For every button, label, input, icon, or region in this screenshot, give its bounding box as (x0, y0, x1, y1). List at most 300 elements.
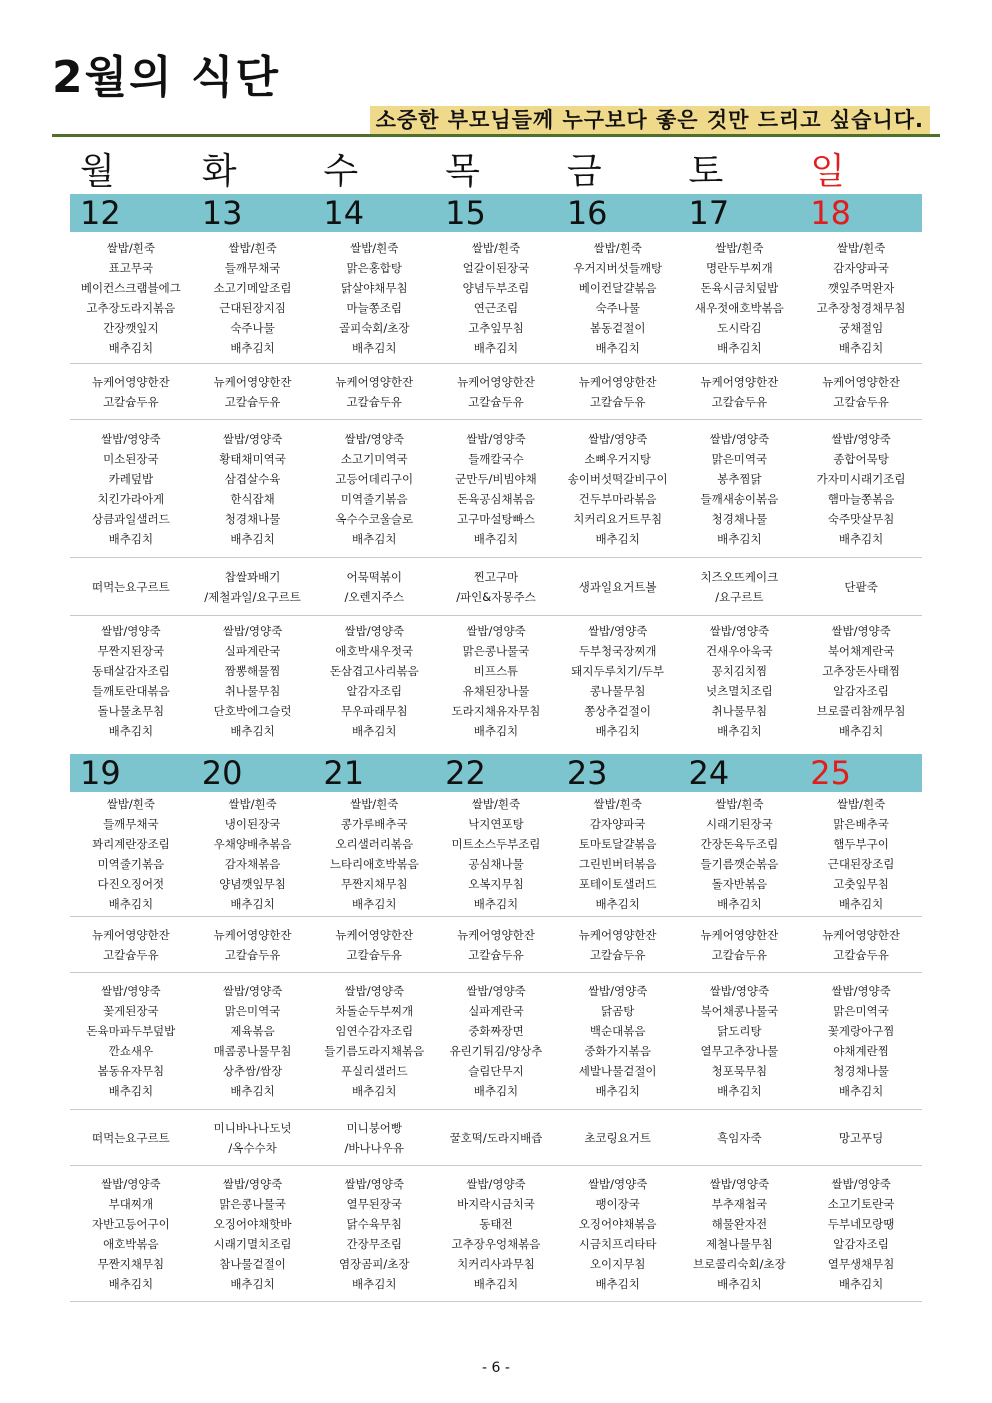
menu-item: 떠먹는요구르트 (91, 579, 170, 594)
week-2 (70, 754, 922, 1302)
menu-item: 배추김치 (595, 340, 640, 355)
menu-item: 청포묵무침 (711, 1064, 768, 1078)
menu-item: 뉴케어영양한잔 (457, 374, 535, 389)
menu-item: 단팥죽 (844, 579, 878, 594)
menu-item: 무짠지채무침 (97, 1256, 165, 1271)
menu-item: 미니바나나도넛 (213, 1120, 292, 1135)
menu-item: 배추김치 (473, 1084, 519, 1098)
menu-item: 맑은콩나물국 (219, 1196, 286, 1211)
title-divider (52, 134, 940, 137)
menu-cell (70, 973, 192, 1109)
menu-item: 포테이토샐러드 (578, 877, 657, 891)
menu-cell (70, 917, 192, 972)
date-number: 13 (201, 194, 243, 232)
menu-item: 상큼과일샐러드 (91, 511, 170, 526)
menu-item: 배추김치 (473, 724, 519, 738)
menu-item: 고칼슘두유 (224, 947, 281, 962)
menu-cell (192, 1166, 314, 1301)
menu-item: 배추김치 (838, 1084, 884, 1098)
menu-item: 고추장청경채무침 (816, 300, 906, 315)
menu-item: 맑은미역국 (224, 1004, 281, 1018)
menu-item: 들깨새송이볶음 (700, 491, 779, 506)
menu-item: 그린빈버터볶음 (578, 857, 657, 871)
date-number: 21 (323, 754, 365, 792)
menu-item: 돈육시금치덮밥 (700, 280, 779, 295)
menu-item: 알감자조림 (346, 684, 403, 698)
menu-item: 쌀밥/영양죽 (222, 1176, 283, 1191)
menu-item: 시래기된장국 (706, 817, 773, 831)
menu-item: 초코링요거트 (584, 1130, 651, 1145)
menu-item: 쌀밥/영양죽 (344, 1176, 404, 1191)
menu-item: 다진오징어젓 (97, 877, 165, 891)
menu-cell (800, 232, 922, 363)
menu-item: 해물완자전 (711, 1216, 768, 1231)
menu-item: 고칼슘두유 (346, 947, 403, 962)
menu-item: 배추김치 (108, 724, 154, 738)
menu-cell (70, 364, 192, 419)
menu-item: 미트소스두부조림 (451, 837, 541, 851)
menu-item: 배추김치 (473, 1276, 519, 1291)
date-number: 23 (566, 754, 608, 792)
menu-cell (313, 973, 435, 1109)
menu-item: 쌀밥/흰죽 (471, 240, 521, 255)
menu-item: 숙주나물 (595, 300, 640, 315)
menu-item: 상추쌈/쌈장 (222, 1064, 283, 1078)
menu-item: 명란두부찌개 (706, 260, 773, 275)
menu-cell (800, 1166, 922, 1301)
menu-item: 배추김치 (838, 531, 884, 546)
menu-item: 양념두부조림 (462, 280, 530, 295)
menu-cell (557, 1110, 679, 1165)
menu-cell (435, 558, 557, 615)
meal-row (70, 1110, 922, 1166)
menu-item: 배추김치 (352, 1276, 397, 1291)
menu-cell (192, 616, 314, 746)
meal-row (70, 420, 922, 558)
menu-item: 닭살야채무침 (340, 280, 408, 295)
menu-item: 삼겹살수육 (224, 471, 281, 486)
menu-item: 고칼슘두유 (103, 947, 159, 962)
menu-item: 알감자조림 (833, 1236, 889, 1251)
menu-item: 오징어야채볶음 (578, 1216, 657, 1231)
menu-item: 낙지연포탕 (468, 817, 524, 831)
menu-cell (435, 792, 557, 916)
menu-item: 한식잡채 (230, 491, 275, 506)
menu-item: 부대찌개 (108, 1196, 154, 1211)
menu-item: 배추김치 (108, 531, 154, 546)
menu-item: /요구르트 (715, 589, 764, 604)
menu-item: 고칼슘두유 (468, 947, 524, 962)
menu-item: 미소된장국 (103, 451, 159, 466)
menu-item: 자반고등어구이 (91, 1216, 170, 1231)
menu-item: 배추김치 (230, 724, 275, 738)
menu-cell (800, 973, 922, 1109)
menu-item: 궁채절임 (838, 320, 884, 335)
menu-item: 쌀밥/영양죽 (831, 1176, 891, 1191)
menu-item: 오리샐러리볶음 (335, 837, 414, 851)
menu-item: 꽃게랑아구찜 (827, 1024, 895, 1038)
meal-row (70, 917, 922, 973)
menu-cell (800, 792, 922, 916)
menu-item: 닭도리탕 (717, 1024, 762, 1038)
menu-item: 깐쇼새우 (108, 1044, 154, 1058)
menu-item: 뉴케어영양한잔 (91, 374, 170, 389)
page-number: - 6 - (482, 1360, 510, 1376)
menu-item: 우거지버섯들깨탕 (573, 260, 663, 275)
menu-item: 봄동유자무침 (97, 1064, 165, 1078)
menu-item: 취나물무침 (711, 704, 768, 718)
menu-cell (192, 917, 314, 972)
menu-item: 뉴케어영양한잔 (700, 927, 779, 942)
menu-item: 닭수육무침 (346, 1216, 403, 1231)
menu-item: 배추김치 (108, 1276, 154, 1291)
menu-item: 쌀밥/영양죽 (344, 431, 404, 446)
menu-item: 도시락김 (717, 320, 762, 335)
menu-item: 쌀밥/영양죽 (101, 431, 161, 446)
menu-item: 망고푸딩 (838, 1130, 884, 1145)
menu-item: 쌀밥/영양죽 (587, 1176, 648, 1191)
menu-item: 청경채나물 (833, 1064, 889, 1078)
menu-cell (313, 792, 435, 916)
menu-item: 쌀밥/영양죽 (222, 624, 283, 638)
menu-item: 치즈오뜨케이크 (700, 569, 779, 584)
menu-item: 배추김치 (717, 724, 762, 738)
menu-item: 배추김치 (230, 1084, 275, 1098)
menu-item: 시금치프리타타 (578, 1236, 657, 1251)
menu-item: 쌀밥/영양죽 (587, 624, 648, 638)
menu-item: 짬뽕해물찜 (224, 664, 281, 678)
menu-cell (70, 1166, 192, 1301)
menu-cell (435, 420, 557, 557)
menu-item: 옥수수코울슬로 (335, 511, 414, 526)
menu-item: 꽈리계란장조림 (91, 837, 170, 851)
menu-item: 고추장도라지볶음 (86, 300, 176, 315)
menu-item: 배추김치 (717, 1276, 762, 1291)
menu-item: 맑은미역국 (711, 451, 768, 466)
weekday-tue: 화 (201, 151, 237, 192)
menu-cell (800, 616, 922, 746)
menu-item: 골피숙회/초장 (338, 320, 410, 335)
menu-cell (557, 558, 679, 615)
menu-item: 쌀밥/영양죽 (466, 984, 526, 998)
menu-item: 깻잎주먹완자 (827, 280, 895, 295)
menu-cell (192, 558, 314, 615)
menu-item: 들깨토란대볶음 (91, 684, 170, 698)
date-number: 22 (445, 754, 486, 792)
menu-item: 들깨칼국수 (468, 451, 524, 466)
menu-item: 토마토달걀볶음 (578, 837, 657, 851)
menu-item: 표고무국 (108, 260, 154, 275)
menu-cell (70, 792, 192, 916)
menu-item: 배추김치 (595, 1276, 640, 1291)
menu-item: 두부네모랑땡 (827, 1216, 895, 1231)
menu-item: 건두부마라볶음 (578, 491, 657, 506)
menu-item: 꽁치김치찜 (711, 664, 768, 678)
week-1 (70, 194, 922, 746)
menu-item: 고추장우엉채볶음 (451, 1236, 541, 1251)
menu-cell (679, 558, 801, 615)
menu-cell (800, 364, 922, 419)
menu-cell (313, 420, 435, 557)
menu-item: 가자미시래기조림 (816, 471, 906, 486)
menu-item: 들기름도라지채볶음 (324, 1044, 425, 1058)
date-bar (70, 754, 922, 792)
menu-item: 배추김치 (717, 1084, 762, 1098)
menu-item: 열무된장국 (346, 1196, 403, 1211)
menu-item: 배추김치 (108, 340, 154, 355)
menu-item: 건새우아욱국 (706, 644, 773, 658)
menu-cell (557, 420, 679, 557)
menu-cell (557, 973, 679, 1109)
menu-cell (435, 364, 557, 419)
menu-cell (70, 558, 192, 615)
menu-item: 쌀밥/영양죽 (222, 984, 283, 998)
menu-item: 고칼슘두유 (711, 947, 768, 962)
menu-item: 뉴케어영양한잔 (213, 374, 292, 389)
meal-row (70, 558, 922, 616)
menu-item: 베이컨달걀볶음 (578, 280, 657, 295)
menu-item: 새우젓애호박볶음 (694, 300, 784, 315)
menu-item: 간장무조림 (346, 1236, 403, 1251)
meal-row (70, 232, 922, 364)
menu-item: 북어채콩나물국 (700, 1004, 779, 1018)
date-number: 17 (688, 194, 730, 232)
menu-item: 고칼슘두유 (833, 947, 889, 962)
menu-cell (192, 364, 314, 419)
menu-item: 쌀밥/영양죽 (709, 624, 770, 638)
menu-item: 뉴케어영양한잔 (578, 927, 657, 942)
menu-cell (800, 917, 922, 972)
meal-row (70, 616, 922, 746)
menu-item: 고추장돈사태찜 (822, 664, 900, 678)
menu-item: 참나물겉절이 (219, 1256, 286, 1271)
menu-item: 쌀밥/영양죽 (466, 624, 526, 638)
menu-item: 쌀밥/영양죽 (344, 984, 404, 998)
menu-item: 오이지무침 (589, 1256, 646, 1271)
menu-item: 브로콜리숙회/초장 (692, 1256, 786, 1271)
menu-cell (679, 917, 801, 972)
menu-item: 간장돈육두조림 (700, 837, 779, 851)
menu-cell (557, 917, 679, 972)
menu-item: 유채된장나물 (462, 684, 530, 698)
menu-item: 애호박볶음 (103, 1236, 159, 1251)
weekday-sat: 토 (688, 151, 724, 192)
menu-item: 배추김치 (230, 1276, 275, 1291)
menu-item: 배추김치 (473, 340, 519, 355)
menu-item: 쌀밥/흰죽 (715, 240, 764, 255)
menu-item: 쌀밥/영양죽 (222, 431, 283, 446)
menu-item: 숙주나물 (230, 320, 275, 335)
menu-item: 뉴케어영양한잔 (213, 927, 292, 942)
menu-item: 배추김치 (595, 724, 640, 738)
menu-item: 뉴케어영양한잔 (822, 374, 900, 389)
menu-item: 실파계란국 (224, 644, 281, 658)
menu-item: 들기름깻순볶음 (700, 857, 779, 871)
menu-item: 찹쌀꽈배기 (224, 569, 281, 584)
menu-item: 배추김치 (230, 897, 275, 911)
menu-cell (192, 1110, 314, 1165)
menu-item: 맑은배추국 (833, 817, 889, 831)
menu-item: 돈삼겹고사리볶음 (329, 664, 419, 678)
menu-cell (435, 973, 557, 1109)
menu-cell (679, 616, 801, 746)
menu-item: 배추김치 (352, 531, 397, 546)
menu-cell (557, 1166, 679, 1301)
menu-item: /오렌지주스 (344, 589, 404, 604)
menu-item: 고칼슘두유 (711, 394, 768, 409)
menu-item: 실파계란국 (468, 1004, 524, 1018)
menu-item: 소고기미역국 (340, 451, 408, 466)
weekday-header (70, 150, 922, 194)
menu-item: 감자양파국 (833, 260, 889, 275)
menu-item: 콩나물무침 (589, 684, 646, 698)
menu-item: 고칼슘두유 (589, 947, 646, 962)
menu-item: 쌀밥/흰죽 (593, 797, 642, 811)
menu-item: 쌀밥/흰죽 (228, 240, 277, 255)
menu-item: 콩가루배추국 (340, 817, 408, 831)
menu-item: 배추김치 (595, 531, 640, 546)
menu-cell (313, 917, 435, 972)
menu-item: 고칼슘두유 (589, 394, 646, 409)
menu-item: 비프스튜 (473, 664, 519, 678)
menu-cell (557, 232, 679, 363)
menu-item: 쌀밥/흰죽 (471, 797, 521, 811)
menu-item: 쌀밥/흰죽 (593, 240, 642, 255)
menu-item: 백순대볶음 (589, 1024, 646, 1038)
menu-cell (313, 1110, 435, 1165)
menu-cell (679, 420, 801, 557)
menu-item: 배추김치 (473, 531, 519, 546)
menu-item: 배추김치 (838, 1276, 884, 1291)
menu-cell (313, 232, 435, 363)
menu-item: 쌀밥/영양죽 (466, 431, 526, 446)
meal-row (70, 792, 922, 917)
menu-item: 오복지무침 (468, 877, 524, 891)
menu-item: 뉴케어영양한잔 (578, 374, 657, 389)
menu-item: 오징어야채핫바 (213, 1216, 292, 1231)
menu-item: 송이버섯떡갈비구이 (567, 471, 668, 486)
menu-item: 배추김치 (108, 1084, 154, 1098)
menu-item: 연근조림 (473, 300, 519, 315)
slogan-banner: 소중한 부모님들께 누구보다 좋은 것만 드리고 싶습니다. (370, 106, 930, 134)
menu-item: 바지락시금치국 (457, 1196, 535, 1211)
menu-item: 푸실리샐러드 (340, 1064, 408, 1078)
menu-item: 부추재첩국 (711, 1196, 768, 1211)
menu-item: 숙주맛살무침 (827, 511, 895, 526)
menu-cell (70, 1110, 192, 1165)
menu-item: 쌀밥/흰죽 (715, 797, 764, 811)
date-number: 20 (201, 754, 243, 792)
menu-cell (679, 792, 801, 916)
menu-item: 근대된장조림 (827, 857, 895, 871)
menu-item: 제육볶음 (230, 1024, 275, 1038)
menu-item: 황태채미역국 (219, 451, 286, 466)
menu-cell (679, 364, 801, 419)
date-number: 18 (810, 194, 851, 232)
menu-cell (70, 232, 192, 363)
menu-item: 알감자조림 (833, 684, 889, 698)
menu-item: 맑은홍합탕 (346, 260, 403, 275)
menu-item: 도라지채유자무침 (451, 704, 541, 718)
menu-item: 감자채볶음 (224, 857, 281, 871)
menu-item: 야채계란찜 (833, 1044, 889, 1058)
menu-item: 우채양배추볶음 (213, 837, 292, 851)
menu-item: 햄마늘쫑볶음 (827, 491, 895, 506)
menu-item: 어묵떡볶이 (346, 569, 403, 584)
menu-item: 매콤콩나물무침 (213, 1044, 292, 1058)
menu-item: /파인&자몽주스 (456, 589, 536, 604)
menu-item: 쌀밥/흰죽 (836, 240, 886, 255)
menu-item: 동태전 (479, 1216, 513, 1231)
menu-cell (192, 792, 314, 916)
menu-cell (800, 420, 922, 557)
menu-item: 청경채나물 (711, 511, 768, 526)
date-number: 16 (566, 194, 608, 232)
menu-item: 찐고구마 (473, 569, 519, 584)
menu-item: 뉴케어영양한잔 (457, 927, 535, 942)
menu-cell (557, 616, 679, 746)
menu-item: /옥수수차 (228, 1140, 277, 1155)
menu-item: 두부청국장찌개 (578, 644, 657, 658)
menu-cell (679, 1110, 801, 1165)
menu-item: 쌀밥/영양죽 (831, 431, 891, 446)
menu-cell (679, 232, 801, 363)
menu-item: 쌀밥/영양죽 (709, 984, 770, 998)
menu-item: 세발나물겉절이 (578, 1064, 657, 1078)
menu-item: 염장곰피/초장 (338, 1256, 410, 1271)
menu-cell (435, 1166, 557, 1301)
menu-item: 애호박새우젓국 (335, 644, 414, 658)
menu-item: 중화짜장면 (468, 1024, 524, 1038)
menu-cell (679, 973, 801, 1109)
menu-item: 쌀밥/영양죽 (101, 984, 161, 998)
menu-item: 배추김치 (108, 897, 154, 911)
menu-item: 청경채나물 (224, 511, 281, 526)
meal-row (70, 364, 922, 420)
date-number: 25 (810, 754, 851, 792)
date-number: 24 (688, 754, 730, 792)
menu-item: 배추김치 (352, 724, 397, 738)
menu-item: 쌀밥/영양죽 (709, 431, 770, 446)
menu-item: 양념깻잎무침 (219, 877, 286, 891)
menu-cell (679, 1166, 801, 1301)
menu-item: 소뼈우거지탕 (584, 451, 651, 466)
menu-item: 배추김치 (473, 897, 519, 911)
menu-item: 쌀밥/영양죽 (344, 624, 404, 638)
menu-cell (70, 616, 192, 746)
menu-item: 차돌순두부찌개 (335, 1004, 414, 1018)
menu-item: 열무생채무침 (827, 1256, 895, 1271)
date-number: 12 (80, 194, 121, 232)
menu-item: /바나나우유 (344, 1140, 404, 1155)
menu-item: 배추김치 (595, 1084, 640, 1098)
menu-item: 쌀밥/영양죽 (709, 1176, 770, 1191)
menu-cell (800, 558, 922, 615)
menu-item: 배추김치 (838, 724, 884, 738)
menu-item: 고구마설탕빠스 (457, 511, 535, 526)
weekday-mon: 월 (80, 151, 115, 192)
menu-item: 중화가지볶음 (584, 1044, 651, 1058)
menu-item: 유린기튀김/양상추 (449, 1044, 543, 1058)
menu-item: 돈육공심채볶음 (457, 491, 535, 506)
menu-cell (557, 792, 679, 916)
menu-item: 베이컨스크램블에그 (80, 280, 181, 295)
menu-item: 뉴케어영양한잔 (335, 927, 414, 942)
menu-cell (435, 1110, 557, 1165)
date-number: 19 (80, 754, 121, 792)
menu-item: 배추김치 (230, 340, 275, 355)
weekday-sun: 일 (810, 151, 845, 192)
